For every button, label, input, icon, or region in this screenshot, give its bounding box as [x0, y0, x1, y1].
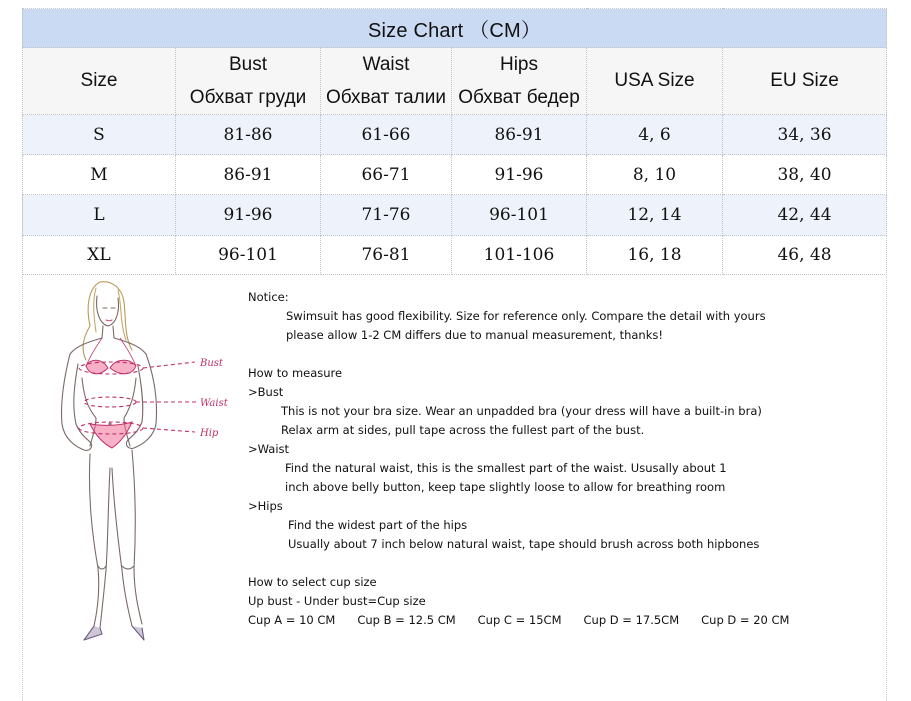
- header-eu-size: EU Size: [723, 48, 887, 115]
- cup-formula: Up bust - Under bust=Cup size: [248, 594, 426, 608]
- header-waist: [321, 48, 452, 115]
- cell-size: XL: [23, 236, 176, 275]
- cup-heading: How to select cup size: [248, 575, 377, 589]
- measure-hips-label: >Hips: [248, 499, 283, 513]
- cell-waist: 66-71: [321, 155, 452, 195]
- figure-label-bust: Bust: [200, 358, 223, 369]
- cell-size: L: [23, 195, 176, 236]
- header-hips: [452, 48, 587, 115]
- measure-heading: How to measure: [248, 366, 343, 380]
- measure-bust-text: Relax arm at sides, pull tape across the fullest part of the bust.: [281, 423, 645, 437]
- size-chart-title: Size Chart （CM）: [23, 9, 887, 48]
- cell-hips: 101-106: [452, 236, 587, 275]
- table-row: [23, 195, 887, 236]
- cup-size-item: Cup C = 15CM: [477, 613, 562, 627]
- size-chart-table: [22, 8, 887, 275]
- figure-label-waist: Waist: [200, 398, 228, 409]
- header-hips-en: Hips: [499, 54, 538, 75]
- header-size: Size: [23, 48, 176, 115]
- cell-usa-size: 12, 14: [587, 195, 723, 236]
- header-usa-size: USA Size: [587, 48, 723, 115]
- cell-hips: 86-91: [452, 115, 587, 155]
- cell-bust: 81-86: [176, 115, 321, 155]
- measure-bust-text: This is not your bra size. Wear an unpadded bra (your dress will have a built-in bra): [281, 404, 762, 418]
- measurement-notes: [248, 288, 868, 630]
- measure-waist-text: inch above belly button, keep tape slightly loose to allow for breathing room: [285, 480, 726, 494]
- cell-usa-size: 4, 6: [587, 115, 723, 155]
- table-row: [23, 115, 887, 155]
- cell-bust: 86-91: [176, 155, 321, 195]
- cup-size-item: Cup B = 12.5 CM: [357, 613, 456, 627]
- measure-bust-label: >Bust: [248, 385, 284, 399]
- cell-hips: 96-101: [452, 195, 587, 236]
- cell-size: S: [23, 115, 176, 155]
- measure-hips-text: Usually about 7 inch below natural waist, tape should brush across both hipbones: [288, 537, 760, 551]
- cell-eu-size: 42, 44: [723, 195, 887, 236]
- header-row: [23, 48, 887, 115]
- cell-waist: 76-81: [321, 236, 452, 275]
- measure-hips-text: Find the widest part of the hips: [288, 518, 468, 532]
- notice-line: please allow 1-2 CM differs due to manual measurement, thanks!: [286, 328, 663, 342]
- header-bust-en: Bust: [228, 54, 268, 75]
- cell-hips: 91-96: [452, 155, 587, 195]
- header-waist-en: Waist: [362, 54, 410, 75]
- header-bust: [176, 48, 321, 115]
- cell-usa-size: 8, 10: [587, 155, 723, 195]
- cup-size-item: Cup A = 10 CM: [248, 613, 336, 627]
- cell-eu-size: 34, 36: [723, 115, 887, 155]
- cup-size-list: [248, 611, 868, 630]
- header-bust-ru: Обхват груди: [189, 87, 307, 108]
- cell-size: M: [23, 155, 176, 195]
- measure-waist-text: Find the natural waist, this is the smallest part of the waist. Ususally about 1: [285, 461, 727, 475]
- cell-bust: 91-96: [176, 195, 321, 236]
- cup-size-item: Cup D = 17.5CM: [583, 613, 680, 627]
- cell-waist: 61-66: [321, 115, 452, 155]
- cell-eu-size: 46, 48: [723, 236, 887, 275]
- table-row: [23, 236, 887, 275]
- header-hips-ru: Обхват бедер: [458, 87, 580, 108]
- woman-figure-drawing: [40, 278, 240, 648]
- cup-size-item: Cup D = 20 CM: [701, 613, 790, 627]
- measure-waist-label: >Waist: [248, 442, 290, 456]
- table-row: [23, 155, 887, 195]
- header-waist-ru: Обхват талии: [326, 87, 446, 108]
- body-measurement-illustration: [40, 278, 240, 648]
- figure-label-hip: Hip: [200, 428, 219, 439]
- notice-heading: Notice:: [248, 290, 289, 304]
- cell-eu-size: 38, 40: [723, 155, 887, 195]
- cell-bust: 96-101: [176, 236, 321, 275]
- notice-line: Swimsuit has good flexibility. Size for reference only. Compare the detail with yours: [286, 309, 766, 323]
- cell-usa-size: 16, 18: [587, 236, 723, 275]
- cell-waist: 71-76: [321, 195, 452, 236]
